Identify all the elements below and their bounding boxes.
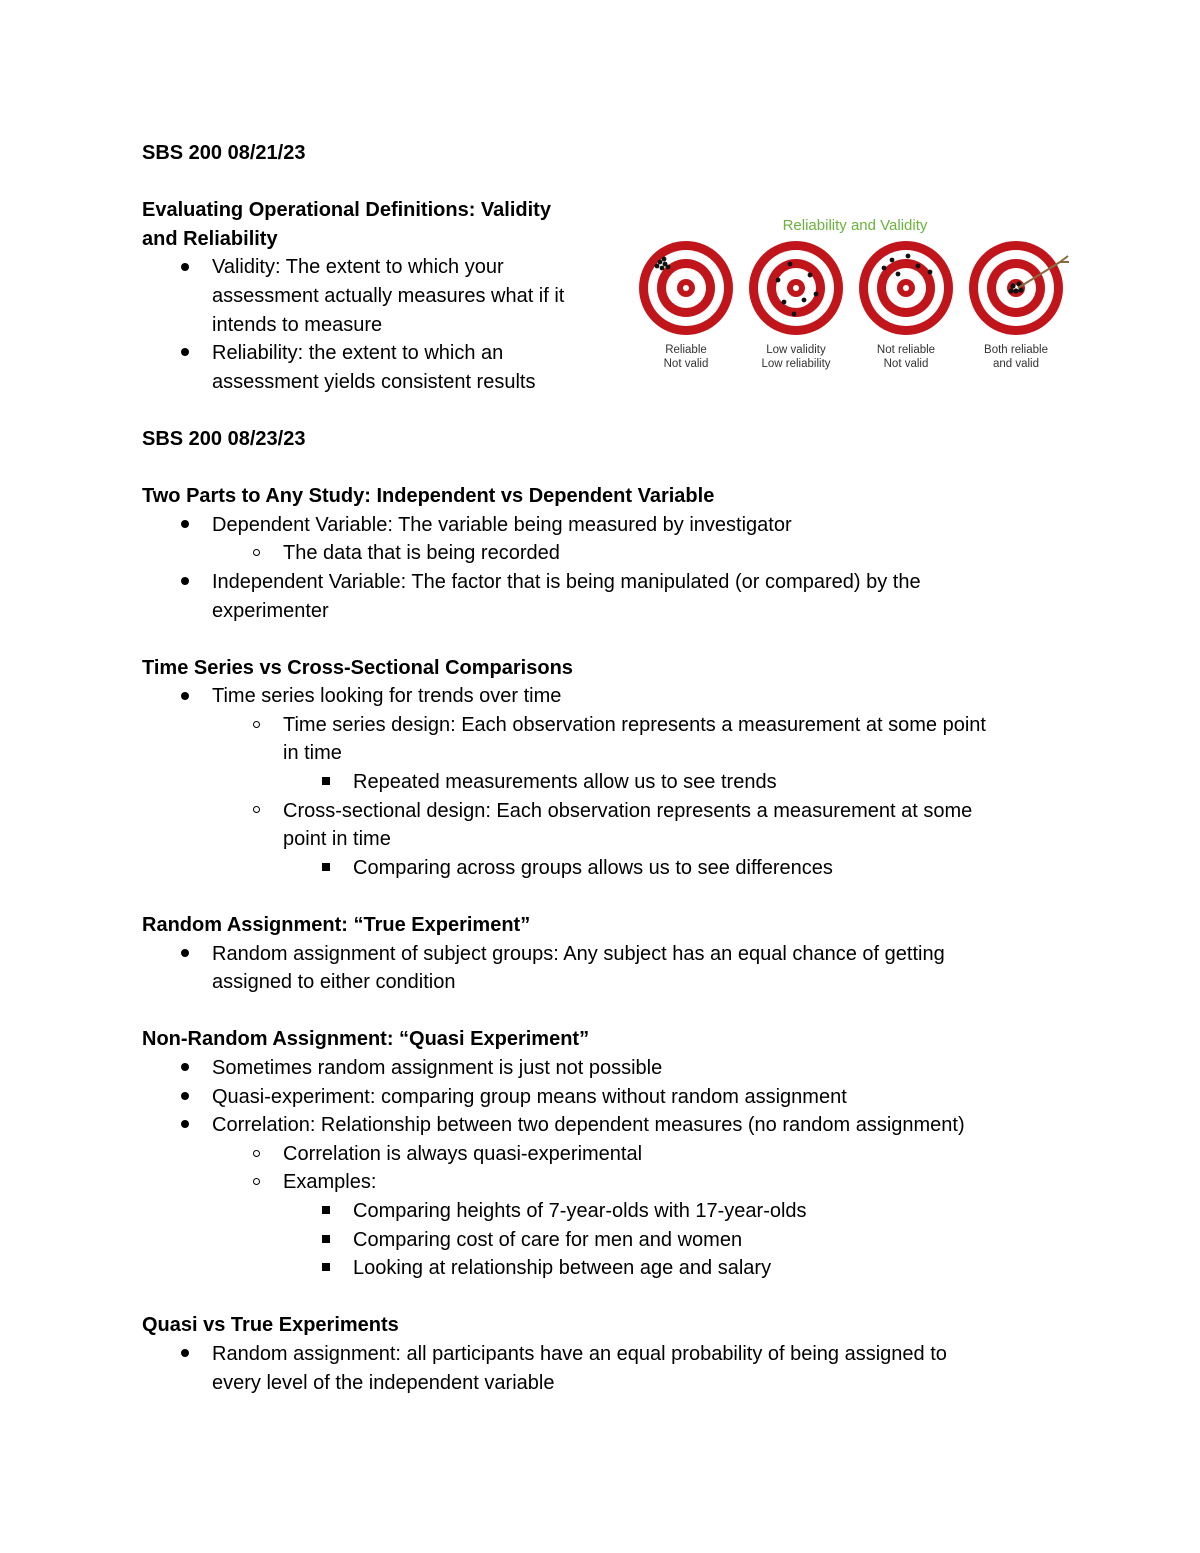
list-item-text: Correlation is always quasi-experimental	[283, 1142, 643, 1165]
bullet-dot-icon	[175, 1340, 195, 1369]
list-item	[142, 682, 1062, 711]
bullet-square-icon	[316, 1254, 336, 1283]
target-label-line: and valid	[992, 358, 1040, 370]
target-label-line: Not reliable	[876, 344, 936, 356]
section-heading: Time Series vs Cross-Sectional Comparisons	[142, 656, 573, 679]
target-icon	[969, 241, 1069, 335]
bullet-dot-icon	[175, 1083, 195, 1112]
bullet-dot-icon	[175, 568, 195, 597]
list-item-text: point in time	[283, 828, 391, 851]
target-label	[966, 343, 1066, 371]
list-item-text: Independent Variable: The factor that is being manipulated (or compared) by the	[212, 570, 921, 593]
section-list	[142, 1340, 1062, 1397]
bullet-dot-icon	[175, 682, 195, 711]
section-list	[142, 1054, 1062, 1283]
figure-title: Reliability and Validity	[782, 217, 928, 234]
bullet-circle-icon	[246, 797, 266, 826]
list-item	[142, 1054, 1062, 1083]
list-item-text: Time series design: Each observation represents a measurement at some point	[283, 713, 986, 736]
list-item-text: experimenter	[212, 599, 329, 622]
list-item-text: Cross-sectional design: Each observation represents a measurement at some	[283, 799, 973, 822]
bullet-circle-icon	[246, 539, 266, 568]
list-item	[142, 711, 1062, 768]
list-item-text: Dependent Variable: The variable being measured by investigator	[212, 513, 792, 536]
section-heading: Two Parts to Any Study: Independent vs Dependent Variable	[142, 485, 715, 508]
target-icon	[749, 241, 843, 335]
list-item-text: Sometimes random assignment is just not possible	[212, 1057, 663, 1079]
bullet-circle-icon	[246, 711, 266, 740]
list-item	[142, 1340, 1062, 1397]
list-item-text: Comparing heights of 7-year-olds with 17-year-olds	[353, 1199, 807, 1222]
list-item-text: Comparing across groups allows us to see differences	[353, 856, 833, 879]
bullet-circle-icon	[246, 1168, 266, 1197]
bullet-dot-icon	[175, 253, 195, 282]
list-item	[142, 1168, 1062, 1197]
section-heading: Non-Random Assignment: “Quasi Experiment”	[142, 1028, 590, 1051]
list-item-text: assigned to either condition	[212, 971, 456, 994]
list-item	[142, 1083, 1062, 1112]
bullet-dot-icon	[175, 339, 195, 368]
list-item	[142, 1197, 1062, 1226]
section-heading: Quasi vs True Experiments	[142, 1314, 399, 1337]
list-item-text: The data that is being recorded	[283, 542, 560, 565]
bullet-square-icon	[316, 768, 336, 797]
list-item	[142, 797, 1062, 854]
list-item	[142, 568, 1062, 625]
list-item-text: intends to measure	[212, 313, 383, 336]
bullet-dot-icon	[175, 1111, 195, 1140]
list-item-text: Correlation: Relationship between two dependent measures (no random assignment)	[212, 1114, 965, 1137]
list-item-text: every level of the independent variable	[212, 1371, 555, 1394]
list-item-text: assessment yields consistent results	[212, 370, 536, 393]
list-item	[142, 511, 1062, 540]
target-label-line: Reliable	[665, 344, 707, 356]
heading-line: Evaluating Operational Definitions: Validity	[142, 199, 551, 222]
list-item	[142, 1111, 1062, 1140]
list-item-text: Repeated measurements allow us to see trends	[353, 771, 777, 794]
list-item-text: Looking at relationship between age and salary	[353, 1257, 772, 1280]
list-item	[142, 940, 1062, 997]
target-icon	[639, 241, 733, 335]
section-heading: Random Assignment: “True Experiment”	[142, 914, 531, 937]
date-heading: SBS 200 08/21/23	[142, 142, 306, 164]
target-label-line: Low validity	[766, 344, 826, 356]
bullet-square-icon	[316, 854, 336, 883]
heading-line: and Reliability	[142, 227, 278, 250]
target-label-line: Not valid	[883, 358, 929, 370]
reliability-validity-figure	[610, 206, 1070, 381]
target-label	[746, 343, 846, 371]
bullet-dot-icon	[175, 940, 195, 969]
section-list	[142, 511, 1062, 625]
section-list	[142, 940, 1062, 997]
list-item-text: Reliability: the extent to which an	[212, 342, 504, 365]
target-label	[636, 343, 736, 371]
list-item-text: Time series looking for trends over time	[212, 685, 562, 708]
list-item-text: Validity: The extent to which your	[212, 256, 504, 279]
list-item	[142, 1254, 1062, 1283]
list-item	[142, 1140, 1062, 1169]
target-label-line: Not valid	[663, 358, 709, 370]
target-icon	[859, 241, 953, 335]
list-item-text: in time	[283, 742, 342, 765]
list-item-text: assessment actually measures what if it	[212, 284, 565, 307]
bullet-square-icon	[316, 1197, 336, 1226]
target-label	[856, 343, 956, 371]
bullet-dot-icon	[175, 1054, 195, 1083]
target-label-line: Both reliable	[984, 344, 1048, 356]
list-item	[142, 1226, 1062, 1255]
list-item-text: Quasi-experiment: comparing group means without random assignment	[212, 1085, 847, 1108]
bullet-square-icon	[316, 1226, 336, 1255]
list-item-text: Random assignment: all participants have an equal probability of being assigned to	[212, 1342, 947, 1365]
bullet-circle-icon	[246, 1140, 266, 1169]
list-item-text: Random assignment of subject groups: Any subject has an equal chance of getting	[212, 942, 945, 965]
list-item	[142, 854, 1062, 883]
list-item-text: Examples:	[283, 1171, 377, 1194]
list-item	[142, 768, 1062, 797]
list-item-text: Comparing cost of care for men and women	[353, 1228, 743, 1251]
date-heading: SBS 200 08/23/23	[142, 427, 306, 450]
section-list	[142, 682, 1062, 882]
bullet-dot-icon	[175, 511, 195, 540]
list-item	[142, 539, 1062, 568]
target-label-line: Low reliability	[761, 358, 831, 370]
